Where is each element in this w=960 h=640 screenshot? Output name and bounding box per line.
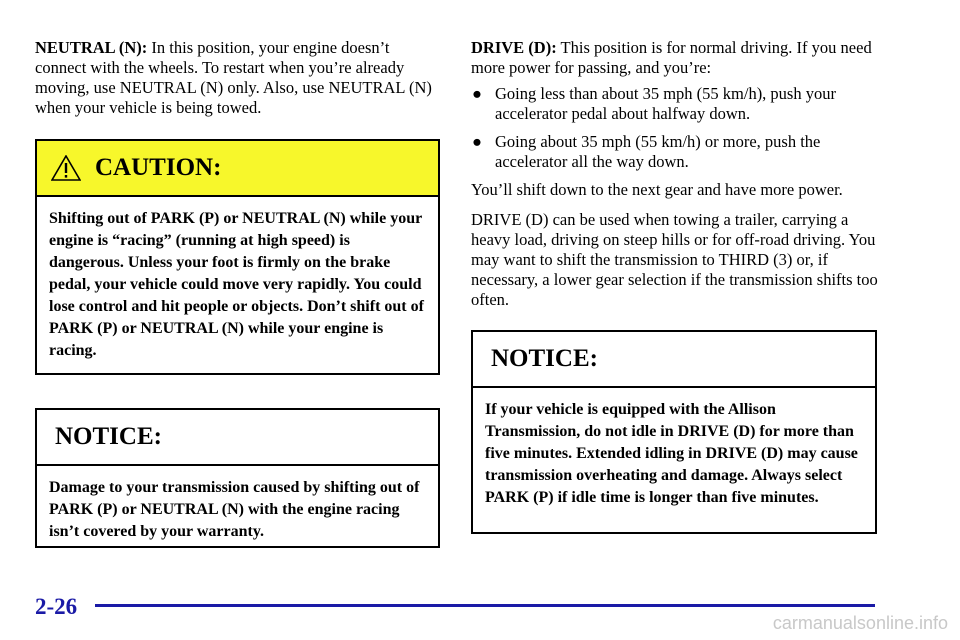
list-item: ● Going less than about 35 mph (55 km/h), push your accelerator pedal about halfway down.: [472, 84, 836, 123]
notice-title-left: NOTICE:: [55, 423, 162, 450]
notice-header-right: [473, 332, 875, 388]
warning-triangle-icon: [51, 155, 81, 181]
notice-text-right: If your vehicle is equipped with the Allison Transmission, do not idle in DRIVE (D) for more than five minutes. Extended idling in DRIVE (D) may cause transmission overheating and damage. Always select PARK (P) if idle time is longer than five minutes.: [485, 401, 858, 506]
drive-text: This position is for normal driving. If you need more power for passing, and you’re:: [471, 38, 872, 77]
bullet-icon: ●: [472, 132, 482, 151]
towing-paragraph: DRIVE (D) can be used when towing a trailer, carrying a heavy load, driving on steep hills or for off-road driving. You may want to shift the transmission to THIRD (3) or, if necessary, a lower gear selection if the transmission shifts too often.: [471, 210, 878, 309]
watermark: carmanualsonline.info: [772, 613, 948, 633]
bullet-icon: ●: [472, 84, 482, 103]
neutral-paragraph: [35, 38, 440, 118]
drive-label: DRIVE (D):: [471, 38, 557, 57]
drive-paragraph: [471, 38, 881, 78]
shift-down-paragraph: You’ll shift down to the next gear and have more power.: [471, 180, 843, 199]
neutral-text: In this position, your engine doesn’t connect with the wheels. To restart when you’re already moving, use NEUTRAL (N) only. Also, use NEUTRAL (N) when your vehicle is being towed.: [35, 38, 432, 117]
caution-title: CAUTION:: [95, 154, 222, 181]
notice-header-left: [37, 410, 438, 466]
notice-title-right: NOTICE:: [491, 345, 598, 372]
notice-box-left: [35, 408, 440, 548]
footer-rule: [95, 604, 875, 607]
caution-box: [35, 139, 440, 375]
list-item: ● Going about 35 mph (55 km/h) or more, push the accelerator all the way down.: [472, 132, 821, 171]
notice-box-right: [471, 330, 877, 534]
page-number: 2-26: [35, 594, 78, 619]
caution-text: Shifting out of PARK (P) or NEUTRAL (N) while your engine is “racing” (running at high speed) is dangerous. Unless your foot is firmly on the brake pedal, your vehicle could move very rapidly. You could lose control and hit people or objects. Don’t shift out of PARK (P) or NEUTRAL (N) while your engine is racing.: [49, 210, 424, 359]
neutral-label: NEUTRAL (N):: [35, 38, 148, 57]
right-column: [471, 38, 881, 310]
notice-text-left: Damage to your transmission caused by shifting out of PARK (P) or NEUTRAL (N) with the engine racing isn’t covered by your warranty.: [49, 479, 420, 540]
drive-bullet-list: [471, 84, 881, 172]
caution-header: [37, 141, 438, 197]
left-column: [35, 38, 440, 118]
